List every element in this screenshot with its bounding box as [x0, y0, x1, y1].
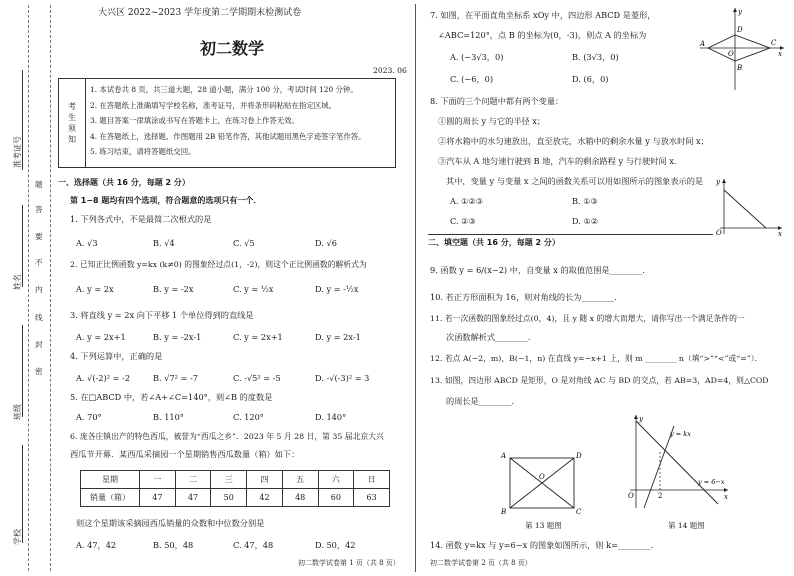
q3-option-a: A. y = 2x+1 [76, 332, 126, 342]
q8-item-1: ①圆的周长 y 与它的半径 x； [438, 116, 546, 126]
q8-graph-figure [712, 176, 786, 238]
notice-item: 3. 题目答案一律填涂或书写在答题卡上，在练习卷上作答无效。 [90, 116, 299, 125]
seal-char: 封 [35, 340, 43, 349]
notice-item: 1. 本试卷共 8 页，共三道大题，28 道小题，满分 100 分，考试时间 120 分钟。 [90, 85, 358, 94]
q5-option-c: C. 120° [233, 412, 264, 422]
question-6-line1: 6. 庞各庄镇出产的特色西瓜，被誉为“西瓜之乡”．2023 年 5 月 28 日，第 35 届北京大兴 [70, 432, 384, 441]
point-o-label: O [539, 473, 545, 481]
q8-option-a: A. ①②③ [450, 196, 484, 206]
table-cell: 日 [354, 471, 390, 489]
sales-table-header-row [81, 471, 390, 489]
name-underline [22, 205, 23, 287]
q8-option-c: C. ②③ [450, 216, 476, 226]
point-b-label: B [501, 508, 507, 516]
question-6-line2: 西瓜节开幕．某西瓜采摘园一个星期销售西瓜数量（箱）如下： [70, 449, 300, 459]
question-11-line1: 11. 若一次函数的图象经过点(0，4)，且 y 随 x 的增大而增大，请你写出一个满足条件的一 [430, 314, 745, 323]
point-c-label: C [771, 39, 777, 47]
q7-option-b: B. (3√3，0) [572, 52, 619, 62]
fig14-graph [622, 412, 732, 512]
q8-option-d: D. ①② [572, 216, 599, 226]
question-3: 3. 将直线 y = 2x 向下平移 1 个单位得到的直线是 [70, 310, 254, 320]
point-d-label: D [737, 26, 743, 34]
q2-option-b: B. y = -2x [153, 284, 194, 294]
question-13-line2: 的周长是________． [446, 396, 520, 406]
q1-option-a: A. √3 [76, 238, 98, 248]
q3-option-b: B. y = -2x-1 [153, 332, 202, 342]
sales-table [80, 470, 390, 507]
q5-option-d: D. 140° [315, 412, 347, 422]
origin-label: O [716, 229, 722, 237]
notice-item: 2. 在答题纸上准确填写学校名称，准考证号，并将条形码粘贴在指定区域。 [90, 100, 336, 110]
point-d-label: D [576, 452, 582, 460]
fig13-rectangle [500, 448, 584, 520]
table-cell: 42 [247, 489, 283, 507]
x-axis-label: x [778, 230, 782, 238]
q7-option-d: D. (6，0) [572, 74, 609, 84]
question-7-line2: ∠ABC=120°，点 B 的坐标为(0，-3)，则点 A 的坐标为 [438, 30, 647, 40]
section1-instruction: 第 1−8 题均有四个选项，符合题意的选项只有一个． [70, 196, 262, 205]
q5-option-a: A. 70° [76, 412, 102, 422]
exam-title: 大兴区 2022~2023 学年度第二学期期末检测试卷 [98, 8, 302, 18]
section2-divider [428, 234, 713, 235]
section1-heading: 一、选择题（共 16 分，每题 2 分） [58, 178, 190, 187]
section2-heading: 二、填空题（共 16 分，每题 2 分） [428, 238, 560, 247]
class-label: 班级 [13, 404, 22, 420]
table-cell: 五 [282, 471, 318, 489]
page-footer-left: 初二数学试卷第 1 页（共 8 页） [298, 559, 400, 567]
point-a-label: A [501, 452, 507, 460]
q3-option-c: C. y = 2x+1 [233, 332, 283, 342]
graph-line [724, 190, 766, 228]
school-underline [22, 445, 23, 543]
table-cell: 63 [354, 489, 390, 507]
exam-id-underline [22, 70, 23, 170]
table-cell: 47 [175, 489, 211, 507]
question-13-line1: 13. 如图，四边形 ABCD 是矩形，O 是对角线 AC 与 BD 的交点，若 AB=3，AD=4，则△COD [430, 376, 769, 385]
question-1: 1. 下列各式中，不是最简二次根式的是 [70, 214, 212, 224]
q2-option-d: D. y = -½x [315, 284, 359, 294]
table-cell: 50 [211, 489, 247, 507]
q3-option-d: D. y = 2x-1 [315, 332, 361, 342]
notice-item: 5. 练习结束，请将答题纸交回。 [90, 147, 196, 156]
table-cell: 一 [140, 471, 176, 489]
seal-char: 线 [35, 313, 43, 322]
q4-option-d: D. -√(-3)² = 3 [315, 373, 370, 383]
y-axis-label: y [716, 178, 720, 186]
table-cell: 销量（箱） [81, 489, 140, 507]
x-axis-label: x [778, 50, 782, 58]
class-underline [22, 325, 23, 417]
table-cell: 四 [247, 471, 283, 489]
question-11-line2: 次函数解析式________． [446, 332, 537, 342]
notice-item: 4. 在答题纸上，选择题、作图题用 2B 铅笔作答，其他试题用黑色字迹签字笔作答。 [90, 131, 366, 141]
q2-option-c: C. y = ½x [233, 284, 274, 294]
fig13-caption: 第 13 题图 [525, 521, 562, 530]
seal-char: 密 [35, 367, 43, 376]
q8-ask: 其中，变量 y 与变量 x 之间的函数关系可以用如图所示的图象表示的是 [446, 176, 704, 186]
notice-box [58, 78, 396, 168]
q1-option-d: D. √6 [315, 238, 337, 248]
question-12: 12. 若点 A(−2，m)，B(−1，n) 在直线 y=−x+1 上，则 m ________ n（填“>”“<”或“=”）． [430, 354, 763, 363]
exam-id-label: 准考证号 [13, 136, 22, 168]
q8-option-b: B. ①③ [572, 196, 598, 206]
q7-rhombus-figure [698, 4, 788, 92]
seal-char: 内 [35, 285, 43, 294]
question-7-line1: 7. 如图，在平面直角坐标系 xOy 中，四边形 ABCD 是菱形， [430, 10, 656, 20]
point-c-label: C [576, 508, 582, 516]
point-a-label: A [700, 40, 706, 48]
y-axis-arrow [733, 8, 737, 12]
x-axis-arrow [724, 488, 728, 492]
notice-label: 考生须知 [67, 102, 77, 146]
question-6-ask: 则这个星期该采摘园西瓜销量的众数和中位数分别是 [76, 518, 265, 528]
table-cell: 47 [140, 489, 176, 507]
q1-option-b: B. √4 [153, 238, 175, 248]
subject-title: 初二数学 [200, 39, 265, 58]
q4-option-a: A. √(-2)² = -2 [76, 373, 131, 383]
q1-option-c: C. √5 [233, 238, 255, 248]
q6-option-b: B. 50，48 [153, 540, 194, 550]
seal-char: 题 [35, 180, 43, 189]
q7-option-c: C. (−6，0) [450, 74, 494, 84]
school-label: 学校 [13, 529, 22, 545]
table-cell: 星期 [81, 471, 140, 489]
exam-date: 2023. 06 [373, 66, 407, 75]
y-axis-arrow [722, 179, 726, 183]
point-b-label: B [737, 64, 743, 72]
page-footer-right: 初二数学试卷第 2 页（共 8 页） [430, 559, 532, 567]
center-divider [415, 4, 416, 572]
question-2: 2. 已知正比例函数 y=kx (k≠0) 的图象经过点(1，-2)，则这个正比例函数的解析式为 [70, 260, 367, 269]
q4-option-c: C. -√5² = -5 [233, 373, 281, 383]
q6-option-d: D. 50，42 [315, 540, 356, 550]
q4-option-b: B. √7² = -7 [153, 373, 198, 383]
question-5: 5. 在□ABCD 中，若∠A+∠C=140°，则∠B 的度数是 [70, 392, 273, 402]
seal-char: 不 [35, 258, 43, 267]
q2-option-a: A. y = 2x [76, 284, 114, 294]
seal-char: 答 [35, 205, 43, 214]
q5-option-b: B. 110° [153, 412, 184, 422]
table-cell: 三 [211, 471, 247, 489]
table-cell: 48 [282, 489, 318, 507]
table-cell: 二 [175, 471, 211, 489]
q6-option-c: C. 47，48 [233, 540, 274, 550]
y-axis-label: y [738, 8, 742, 16]
origin-label: O [728, 50, 734, 58]
table-cell: 60 [318, 489, 354, 507]
question-9: 9. 函数 y = 6/(x−2) 中，自变量 x 的取值范围是________． [430, 265, 651, 275]
q8-item-2: ②将水箱中的水匀速放出，直至放完，水箱中的剩余水量 y 与放水时间 x； [438, 136, 709, 146]
y-axis-arrow [634, 415, 638, 419]
y-axis-label: y [639, 415, 643, 423]
q7-option-a: A. (−3√3，0) [450, 52, 504, 62]
line-kx-label: y = kx [670, 430, 691, 438]
question-10: 10. 若正方形面积为 16，则对角线的长为________． [430, 292, 623, 302]
question-4: 4. 下列运算中，正确的是 [70, 351, 163, 361]
table-cell: 六 [318, 471, 354, 489]
seal-line-outer [28, 5, 29, 571]
seal-char: 要 [35, 232, 43, 241]
origin-label: O [628, 492, 634, 500]
q8-item-3: ③汽车从 A 地匀速行驶到 B 地，汽车的剩余路程 y 与行驶时间 x． [438, 156, 683, 166]
fig14-caption: 第 14 题图 [668, 521, 705, 530]
question-8: 8. 下面的三个问题中都有两个变量： [430, 96, 564, 106]
name-label: 姓名 [13, 274, 22, 290]
line-6-minus-x-label: y = 6−x [698, 478, 725, 486]
q6-option-a: A. 47，42 [76, 540, 117, 550]
sales-table-data-row [81, 489, 390, 507]
seal-line-inner [50, 5, 51, 571]
tick-2-label: 2 [658, 492, 663, 500]
question-14: 14. 函数 y=kx 与 y=6−x 的图象如图所示，则 k=________． [430, 540, 659, 550]
x-axis-label: x [724, 493, 728, 501]
